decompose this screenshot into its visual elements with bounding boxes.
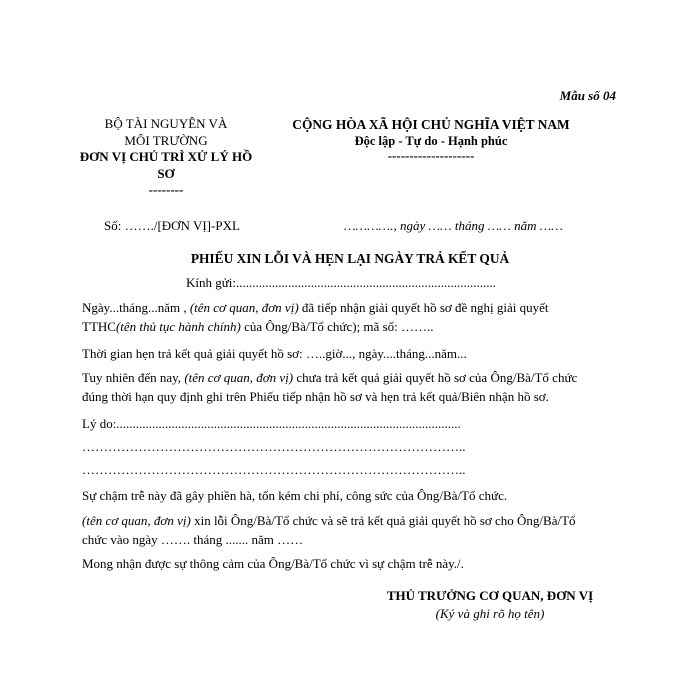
p1-agency-placeholder: (tên cơ quan, đơn vị) — [189, 300, 299, 315]
document-title: PHIẾU XIN LỖI VÀ HẸN LẠI NGÀY TRẢ KẾT QUẢ — [190, 251, 510, 266]
p5-text-b: xin lỗi Ông/Bà/Tổ chức và sẽ trả kết quả giải quyết hồ sơ cho Ông/Bà/Tổ — [190, 513, 576, 528]
unit-line-1: ĐƠN VỊ CHỦ TRÌ XỬ LÝ HỒ — [79, 149, 253, 165]
paragraph-appointment: Thời gian hẹn trả kết quả giải quyết hồ sơ: …..giờ..., ngày....tháng...năm... — [82, 346, 467, 361]
national-divider: -------------------- — [387, 148, 475, 164]
paragraph-apology — [82, 513, 607, 549]
paragraph-inconvenience: Sự chậm trễ này đã gây phiền hà, tốn kém chi phí, công sức của Ông/Bà/Tổ chức. — [82, 488, 508, 503]
signature-note: (Ký và ghi rõ họ tên) — [435, 606, 545, 621]
p1-text-d: TTHC — [82, 319, 116, 335]
national-motto: Độc lập - Tự do - Hạnh phúc — [354, 134, 508, 149]
p3-text-d: đúng thời hạn quy định ghi trên Phiếu tiếp nhận hồ sơ và hẹn trả kết quả/Biên nhận hồ sơ. — [82, 389, 549, 405]
dotted-line-1: …………………………………………………………………………….. — [82, 439, 466, 454]
p3-text-c: chưa trả kết quả giải quyết hồ sơ của Ông/Bà/Tổ chức — [293, 370, 578, 385]
agency-header — [60, 116, 272, 196]
agency-line-1: BỘ TÀI NGUYÊN VÀ — [104, 116, 228, 131]
signature-title: THỦ TRƯỞNG CƠ QUAN, ĐƠN VỊ — [386, 588, 594, 603]
p5-text-c: chức vào ngày ……. tháng ....... năm …… — [82, 532, 304, 548]
p1-text-c: đã tiếp nhận giải quyết hồ sơ đề nghị giải quyết — [298, 300, 549, 315]
dotted-line-2: …………………………………………………………………………….. — [82, 462, 466, 477]
reason-line: Lý do:.......................................................................................................... — [82, 416, 461, 431]
paragraph-closing: Mong nhận được sự thông cảm của Ông/Bà/Tổ chức vì sự chậm trễ này./. — [82, 556, 464, 571]
national-title: CỘNG HÒA XÃ HỘI CHỦ NGHĨA VIỆT NAM — [292, 117, 570, 132]
p3-agency-placeholder: (tên cơ quan, đơn vị) — [184, 370, 294, 385]
form-number: Mẫu số 04 — [559, 88, 616, 103]
agency-divider: -------- — [148, 181, 184, 197]
p3-text-a: Tuy nhiên đến nay, — [82, 370, 185, 385]
p1-procedure-placeholder: (tên thủ tục hành chính) — [115, 319, 241, 335]
paragraph-delay — [82, 370, 607, 406]
agency-line-2: MÔI TRƯỜNG — [124, 132, 208, 148]
p5-agency-placeholder: (tên cơ quan, đơn vị) — [82, 513, 191, 528]
p1-text-a: Ngày...tháng...năm , — [82, 300, 190, 315]
paragraph-received — [82, 300, 607, 336]
reference-number: Số: ……./[ĐƠN VỊ]-PXL — [104, 218, 240, 233]
unit-line-2: SƠ — [157, 165, 175, 181]
national-header — [280, 116, 582, 162]
addressee-line: Kính gửi:................................................................................ — [186, 275, 497, 290]
p1-text-f: của Ông/Bà/Tổ chức); mã số: …….. — [240, 319, 434, 335]
date-line: …………., ngày …… tháng …… năm …… — [344, 218, 563, 233]
